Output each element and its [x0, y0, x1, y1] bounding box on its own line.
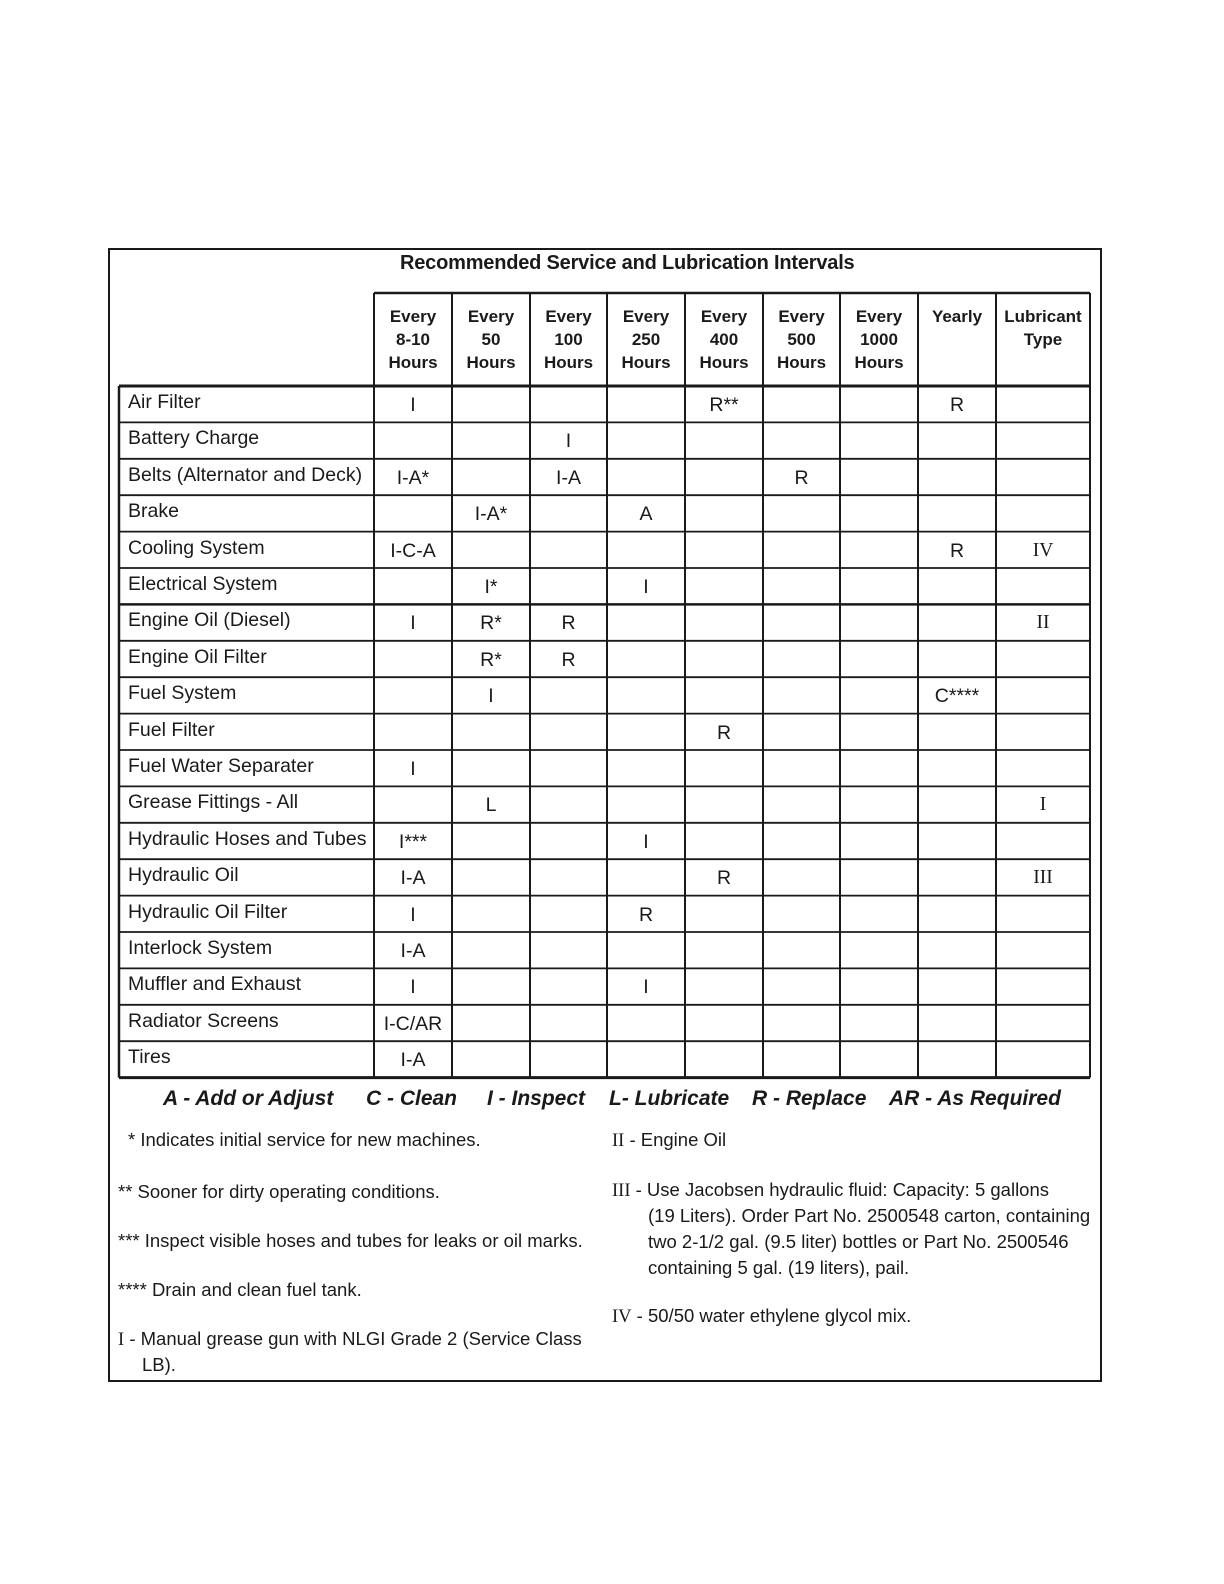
table-cell: A [639, 503, 653, 526]
column-header: Yearly [931, 307, 983, 326]
table-cell: R [561, 648, 576, 671]
table-cell: I-A [556, 466, 581, 489]
table-cell: R [561, 612, 576, 635]
column-header: Every 400 Hours [699, 307, 749, 372]
table-cell: R [794, 466, 809, 489]
table-cell: R [949, 394, 965, 416]
note-lubricant-iii-line4: containing 5 gal. (19 liters), pail. [648, 1257, 910, 1278]
table-cell: I-A* [474, 503, 508, 526]
lubricant-iii-text: - Use Jacobsen hydraulic fluid: Capacity: 5 gallons [635, 1179, 1050, 1200]
row-label: Hydraulic Oil Filter [128, 900, 288, 923]
table-cell: R [716, 721, 732, 744]
table-cell: I-C/AR [383, 1012, 443, 1035]
row-label: Fuel System [128, 682, 237, 705]
note-inspect-hoses: *** Inspect visible hoses and tubes for leaks or oil marks. [118, 1230, 583, 1251]
table-cell: R** [709, 394, 739, 416]
table-cell: I-A [400, 1049, 426, 1072]
row-label: Fuel Filter [128, 718, 215, 741]
table-cell: I-A [400, 940, 426, 962]
row-label: Belts (Alternator and Deck) [128, 463, 363, 486]
row-label: Tires [128, 1046, 171, 1069]
table-cell: I [565, 430, 572, 453]
table-cell: I*** [398, 830, 428, 853]
lubricant-iv-text: - 50/50 water ethylene glycol mix. [636, 1305, 912, 1326]
row-label: Engine Oil (Diesel) [128, 609, 291, 632]
lubricant-ii-mark: II [612, 1131, 625, 1151]
row-label: Engine Oil Filter [128, 645, 267, 668]
table-cell: R [716, 867, 732, 890]
legend-item: L- Lubricate [609, 1087, 730, 1110]
lubricant-ii-text: - Engine Oil [629, 1129, 727, 1150]
table-cell: I [643, 976, 649, 999]
row-label: Cooling System [128, 536, 265, 559]
table-cell: I [410, 612, 416, 635]
note-lubricant-i-cont: LB). [142, 1354, 176, 1375]
note-initial-service: * Indicates initial service for new machines. [128, 1129, 481, 1150]
legend-item: AR - As Required [889, 1087, 1061, 1110]
table-cell: L [485, 794, 497, 817]
table-cell: R [638, 903, 654, 926]
legend-item: I - Inspect [487, 1087, 586, 1110]
row-label: Muffler and Exhaust [128, 973, 302, 996]
note-lubricant-iv [612, 1303, 911, 1330]
column-header: Every 500 Hours [776, 307, 827, 372]
table-cell: R* [480, 612, 502, 635]
table-cell: I [410, 758, 416, 780]
legend-item: C - Clean [366, 1087, 458, 1110]
table-cell: I [1039, 794, 1047, 816]
note-lubricant-iii-line2: (19 Liters). Order Part No. 2500548 carton, containing [648, 1205, 1091, 1226]
column-header: Every 1000 Hours [854, 307, 904, 372]
row-label: Electrical System [128, 573, 278, 595]
column-header: Every 250 Hours [621, 307, 671, 372]
row-label: Battery Charge [128, 427, 260, 450]
table-cell: R* [480, 648, 502, 671]
lubricant-iv-mark: IV [612, 1307, 632, 1327]
note-dirty-conditions: ** Sooner for dirty operating conditions. [118, 1181, 440, 1202]
row-label: Interlock System [128, 937, 273, 959]
table-cell: I [410, 976, 416, 999]
table-cell: I-A [400, 867, 426, 890]
row-label: Hydraulic Oil [128, 864, 239, 887]
row-label: Brake [128, 500, 179, 523]
row-label: Radiator Screens [128, 1009, 279, 1032]
table-cell: C**** [934, 685, 980, 708]
row-label: Grease Fittings - All [128, 791, 299, 814]
table-cell: I [488, 685, 494, 708]
column-header: Every 8-10 Hours [388, 307, 438, 372]
table-cell: I [643, 830, 649, 853]
lubricant-i-mark: I [118, 1330, 125, 1350]
lubricant-iii-mark: III [612, 1181, 631, 1201]
note-lubricant-iii [612, 1177, 1049, 1204]
table-cell: I [643, 576, 649, 598]
table-cell: IV [1032, 539, 1054, 561]
table-cell: I* [484, 576, 498, 598]
legend-item: A - Add or Adjust [163, 1087, 334, 1110]
row-label: Air Filter [128, 391, 201, 413]
column-header: Every 50 Hours [466, 307, 516, 372]
note-lubricant-iii-line3: two 2-1/2 gal. (9.5 liter) bottles or Part No. 2500546 [648, 1231, 1069, 1252]
table-cell: R [949, 539, 965, 562]
note-lubricant-ii [612, 1127, 726, 1154]
row-label: Fuel Water Separater [128, 755, 314, 777]
table-cell: I [410, 394, 416, 416]
table-cell: I-C-A [390, 539, 436, 562]
legend-item: R - Replace [752, 1087, 867, 1110]
table-cell: II [1036, 612, 1050, 634]
column-header: Lubricant Type [1004, 307, 1082, 349]
table-title: Recommended Service and Lubrication Intervals [400, 252, 855, 274]
table-cell: I-A* [396, 466, 430, 489]
note-lubricant-i [118, 1326, 582, 1353]
note-drain-fuel-tank: **** Drain and clean fuel tank. [118, 1279, 362, 1300]
column-header: Every 100 Hours [543, 307, 594, 372]
lubricant-i-text: - Manual grease gun with NLGI Grade 2 (Service Class [129, 1328, 582, 1349]
row-label: Hydraulic Hoses and Tubes [128, 827, 367, 850]
table-cell: I [410, 903, 416, 926]
table-cell: III [1033, 867, 1053, 889]
